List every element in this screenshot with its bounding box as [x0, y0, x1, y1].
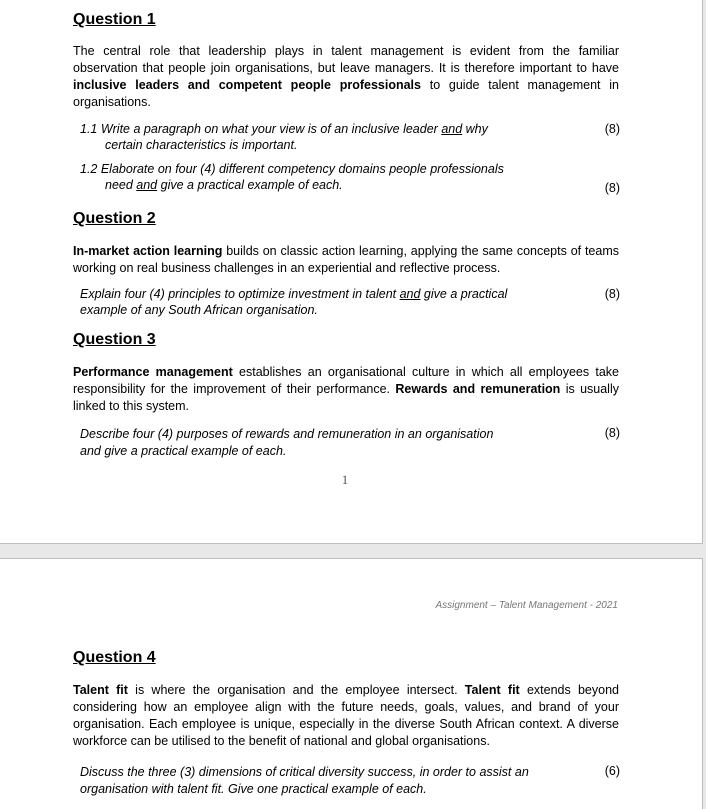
task-4: Discuss the three (3) dimensions of critical diversity success, in order to assist an organisation with talent fit. Give one practical example of each.: [80, 765, 529, 796]
question-3-title: Question 3: [73, 331, 156, 348]
task-2: Explain four (4) principles to optimize investment in talent and give a practical example of any South African organisation.: [80, 287, 508, 317]
question-3-intro: Performance management establishes an organisational culture in which all employees take responsibility for the improvement of their performance. Rewards and remuneration is usually linked to this system.: [73, 365, 619, 413]
task-1-2: 1.2 Elaborate on four (4) different competency domains people professionals need and give a practical example of each.: [80, 162, 504, 192]
question-1-intro: The central role that leadership plays in talent management is evident from the familiar observation that people join organisations, but leave managers. It is therefore important to have inclusive leaders and competent people professionals to guide talent management in organisations.: [73, 44, 619, 109]
page-number: 1: [341, 472, 349, 487]
question-2-title: Question 2: [73, 210, 156, 227]
document-page-2: [0, 558, 703, 809]
question-1-title: Question 1: [73, 11, 156, 28]
task-1-1-marks: (8): [604, 122, 620, 136]
question-4-title: Question 4: [73, 649, 156, 666]
task-4-marks: (6): [604, 764, 620, 778]
task-1-1: 1.1 Write a paragraph on what your view is of an inclusive leader and why certain characteristics is important.: [80, 122, 488, 152]
question-2-intro: In-market action learning builds on classic action learning, applying the same concepts of teams working on real business challenges in an experiential and reflective process.: [73, 244, 620, 275]
task-3: Describe four (4) purposes of rewards and remuneration in an organisation and give a practical example of each.: [80, 427, 494, 458]
task-1-2-marks: (8): [604, 181, 620, 195]
question-4-intro: Talent fit is where the organisation and the employee intersect. Talent fit extends beyond considering how an employee align with the future needs, goals, values, and brand of your organisation. Each employee is unique, especially in the diverse South African context. A diverse workforce can be utilised to the benefit of national and global organisations.: [73, 683, 619, 748]
running-header: Assignment – Talent Management - 2021: [435, 600, 618, 611]
task-3-marks: (8): [604, 426, 620, 440]
task-2-marks: (8): [604, 287, 620, 301]
